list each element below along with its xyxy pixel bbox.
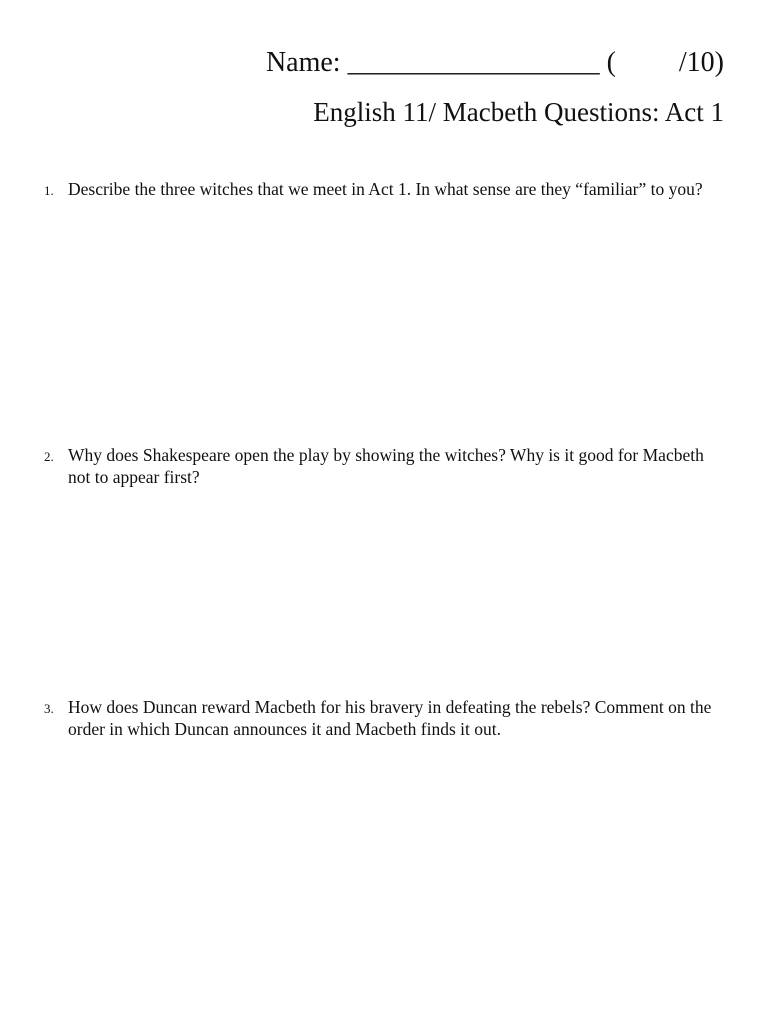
name-and-score-line: Name: __________________ ( /10) (265, 47, 724, 78)
question-item (44, 444, 714, 488)
page-title: English 11/ Macbeth Questions: Act 1 (313, 97, 724, 127)
question-number: 3. (44, 701, 54, 716)
question-text: How does Duncan reward Macbeth for his bravery in defeating the rebels? Comment on the order in which Duncan announces it and Macbeth finds it out. (68, 697, 712, 739)
question-number: 1. (44, 183, 54, 198)
question-text: Describe the three witches that we meet in Act 1. In what sense are they “familiar” to you? (68, 179, 703, 199)
worksheet-header (266, 44, 724, 130)
question-item (44, 178, 714, 200)
question-number: 2. (44, 449, 54, 464)
question-text: Why does Shakespeare open the play by showing the witches? Why is it good for Macbeth not to appear first? (68, 445, 704, 487)
question-item (44, 696, 714, 740)
